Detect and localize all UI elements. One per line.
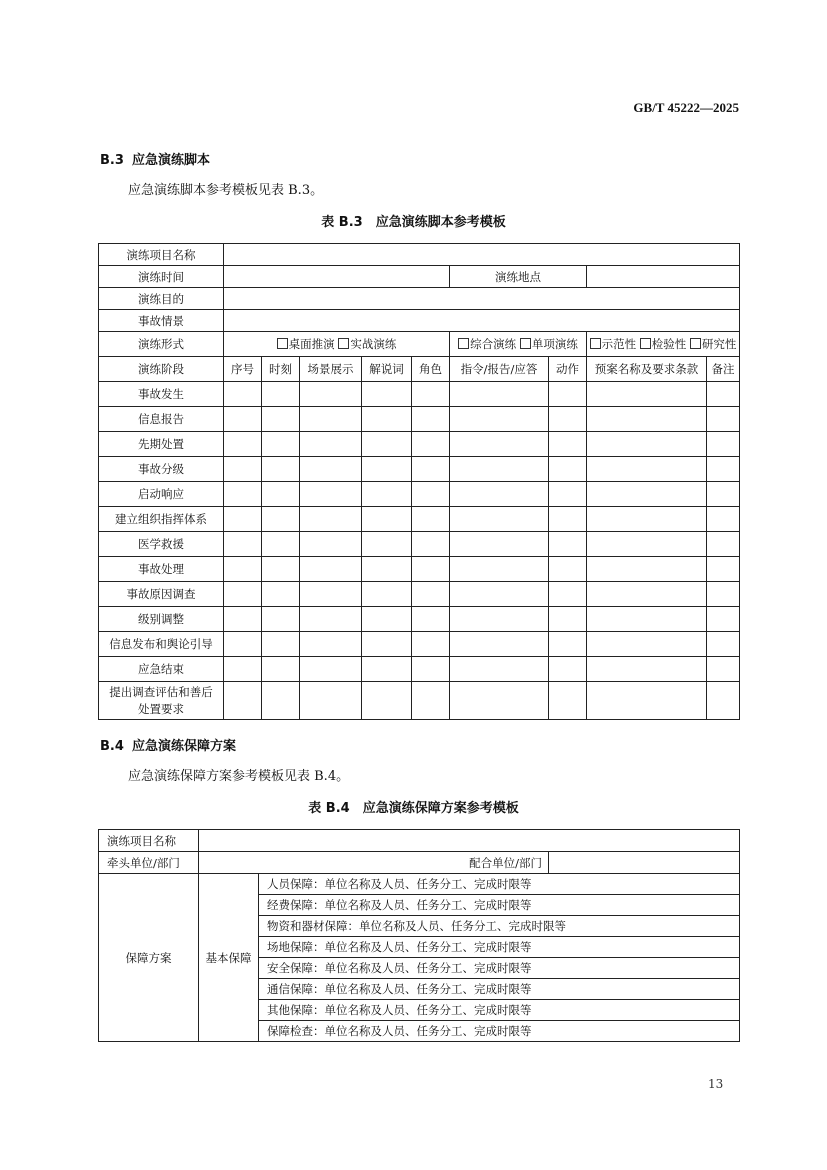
plan-label: 保障方案 xyxy=(99,874,199,1042)
table-cell xyxy=(707,607,740,632)
stage-label-line1: 提出调查评估和善后 xyxy=(109,684,213,699)
table-cell xyxy=(224,682,262,720)
guarantee-item: 经费保障：单位名称及人员、任务分工、完成时限等 xyxy=(259,895,740,916)
stage-row xyxy=(99,482,740,507)
table-cell xyxy=(549,432,587,457)
form-options-type xyxy=(224,332,450,357)
section-b3-heading xyxy=(100,149,210,168)
partner-unit-value xyxy=(549,852,740,874)
guarantee-rows xyxy=(99,874,740,1042)
lead-unit-label: 牵头单位/部门 xyxy=(99,852,199,874)
table-cell xyxy=(362,532,412,557)
table-cell xyxy=(300,507,362,532)
table-cell xyxy=(412,457,450,482)
table-cell xyxy=(412,557,450,582)
stage-label: 级别调整 xyxy=(99,607,224,632)
stage-label: 信息报告 xyxy=(99,407,224,432)
stage-rows xyxy=(99,382,740,682)
stage-label: 医学救援 xyxy=(99,532,224,557)
table-cell xyxy=(262,532,300,557)
project-name-value xyxy=(224,244,740,266)
guarantee-item: 场地保障：单位名称及人员、任务分工、完成时限等 xyxy=(259,937,740,958)
table-cell xyxy=(412,507,450,532)
table-cell xyxy=(707,407,740,432)
table-cell xyxy=(300,432,362,457)
stage-row xyxy=(99,382,740,407)
table-cell xyxy=(450,657,549,682)
table-cell xyxy=(587,407,707,432)
stage-label: 事故处理 xyxy=(99,557,224,582)
table-cell xyxy=(707,382,740,407)
stage-label-line2: 处置要求 xyxy=(138,701,184,716)
table-cell xyxy=(262,682,300,720)
time-label: 演练时间 xyxy=(99,266,224,288)
table-cell xyxy=(450,582,549,607)
purpose-value xyxy=(224,288,740,310)
partner-unit-label: 配合单位/部门 xyxy=(199,852,549,874)
table-cell xyxy=(587,457,707,482)
table-cell xyxy=(362,382,412,407)
table-cell xyxy=(707,582,740,607)
table-cell xyxy=(224,432,262,457)
table-cell xyxy=(362,507,412,532)
table-cell xyxy=(362,582,412,607)
table-cell xyxy=(362,607,412,632)
table-cell xyxy=(587,432,707,457)
table-cell xyxy=(412,532,450,557)
stage-row xyxy=(99,657,740,682)
guarantee-item: 通信保障：单位名称及人员、任务分工、完成时限等 xyxy=(259,979,740,1000)
table-cell xyxy=(587,607,707,632)
table-cell xyxy=(587,632,707,657)
table-cell xyxy=(362,482,412,507)
checkbox-comprehensive[interactable] xyxy=(458,338,469,349)
table-cell xyxy=(262,657,300,682)
stage-row xyxy=(99,632,740,657)
table-cell xyxy=(549,632,587,657)
table-cell xyxy=(224,532,262,557)
column-header: 动作 xyxy=(549,357,587,382)
table-cell xyxy=(224,657,262,682)
stage-row xyxy=(99,532,740,557)
option-tabletop: 桌面推演 xyxy=(288,337,335,351)
table-cell xyxy=(412,432,450,457)
table-cell xyxy=(262,557,300,582)
column-header: 备注 xyxy=(707,357,740,382)
table-cell xyxy=(412,382,450,407)
table-cell xyxy=(450,557,549,582)
location-value xyxy=(587,266,740,288)
table-cell xyxy=(412,632,450,657)
stage-label: 建立组织指挥体系 xyxy=(99,507,224,532)
table-cell xyxy=(450,632,549,657)
table-cell xyxy=(224,482,262,507)
guarantee-item: 保障检查：单位名称及人员、任务分工、完成时限等 xyxy=(259,1021,740,1042)
stage-header: 演练阶段 xyxy=(99,357,224,382)
table-cell xyxy=(224,382,262,407)
column-header: 序号 xyxy=(224,357,262,382)
table-cell xyxy=(362,632,412,657)
table-cell xyxy=(300,457,362,482)
table-cell xyxy=(262,407,300,432)
table-cell xyxy=(450,407,549,432)
stage-label: 事故分级 xyxy=(99,457,224,482)
table-cell xyxy=(224,507,262,532)
table-cell xyxy=(412,482,450,507)
scenario-label: 事故情景 xyxy=(99,310,224,332)
stage-label: 应急结束 xyxy=(99,657,224,682)
time-value xyxy=(224,266,450,288)
stage-row xyxy=(99,432,740,457)
column-header: 指令/报告/应答 xyxy=(450,357,549,382)
table-cell xyxy=(707,457,740,482)
table-cell xyxy=(450,507,549,532)
table-b4 xyxy=(98,829,740,1042)
location-label: 演练地点 xyxy=(450,266,587,288)
table-cell xyxy=(300,557,362,582)
table-cell xyxy=(450,457,549,482)
option-single: 单项演练 xyxy=(531,337,578,351)
option-demo: 示范性 xyxy=(601,337,637,351)
table-cell xyxy=(412,407,450,432)
table-cell xyxy=(412,657,450,682)
table-cell xyxy=(300,682,362,720)
table-cell xyxy=(549,607,587,632)
table-cell xyxy=(587,507,707,532)
table-cell xyxy=(262,582,300,607)
basic-guarantee-label: 基本保障 xyxy=(199,874,259,1042)
section-number: B.4 xyxy=(100,739,124,754)
table-cell xyxy=(450,382,549,407)
table-cell xyxy=(300,532,362,557)
option-research: 研究性 xyxy=(701,337,737,351)
table-cell xyxy=(412,682,450,720)
project-name-label: 演练项目名称 xyxy=(99,244,224,266)
table-cell xyxy=(300,607,362,632)
form-options-scope xyxy=(450,332,587,357)
table-cell xyxy=(707,632,740,657)
section-b4-paragraph: 应急演练保障方案参考模板见表 B.4。 xyxy=(128,769,350,784)
column-header: 角色 xyxy=(412,357,450,382)
table-cell xyxy=(549,582,587,607)
stage-row xyxy=(99,582,740,607)
form-label: 演练形式 xyxy=(99,332,224,357)
form-options-purpose xyxy=(587,332,740,357)
table-cell xyxy=(412,582,450,607)
page-number: 13 xyxy=(708,1077,724,1091)
table-cell xyxy=(549,382,587,407)
table-b3 xyxy=(98,243,740,720)
project-name-label: 演练项目名称 xyxy=(99,830,199,852)
guarantee-row xyxy=(99,874,740,895)
table-b4-caption: 表 B.4 应急演练保障方案参考模板 xyxy=(308,801,519,816)
guarantee-item: 人员保障：单位名称及人员、任务分工、完成时限等 xyxy=(259,874,740,895)
table-b3-caption: 表 B.3 应急演练脚本参考模板 xyxy=(321,215,506,230)
stage-row xyxy=(99,607,740,632)
standard-code: GB/T 45222—2025 xyxy=(633,100,739,115)
table-cell xyxy=(587,482,707,507)
column-header: 场景展示 xyxy=(300,357,362,382)
table-cell xyxy=(549,507,587,532)
table-cell xyxy=(262,507,300,532)
checkbox-research[interactable] xyxy=(690,338,701,349)
table-cell xyxy=(262,632,300,657)
table-cell xyxy=(300,582,362,607)
table-cell xyxy=(300,407,362,432)
table-cell xyxy=(707,432,740,457)
table-cell xyxy=(549,407,587,432)
checkbox-demo[interactable] xyxy=(590,338,601,349)
column-header: 时刻 xyxy=(262,357,300,382)
table-cell xyxy=(587,582,707,607)
section-number: B.3 xyxy=(100,153,124,168)
table-cell xyxy=(450,682,549,720)
table-cell xyxy=(224,632,262,657)
table-cell xyxy=(412,607,450,632)
table-cell xyxy=(362,682,412,720)
stage-label: 事故发生 xyxy=(99,382,224,407)
guarantee-item: 安全保障：单位名称及人员、任务分工、完成时限等 xyxy=(259,958,740,979)
table-cell xyxy=(262,382,300,407)
checkbox-single[interactable] xyxy=(520,338,531,349)
table-cell xyxy=(549,482,587,507)
purpose-label: 演练目的 xyxy=(99,288,224,310)
table-cell xyxy=(300,657,362,682)
stage-label: 先期处置 xyxy=(99,432,224,457)
table-cell xyxy=(587,557,707,582)
section-b3-paragraph: 应急演练脚本参考模板见表 B.3。 xyxy=(128,183,324,198)
stage-label: 启动响应 xyxy=(99,482,224,507)
stage-row xyxy=(99,457,740,482)
scenario-value xyxy=(224,310,740,332)
section-title: 应急演练保障方案 xyxy=(132,739,237,754)
table-cell xyxy=(707,507,740,532)
table-cell xyxy=(224,557,262,582)
table-cell xyxy=(707,532,740,557)
stage-row xyxy=(99,407,740,432)
checkbox-inspection[interactable] xyxy=(640,338,651,349)
table-cell xyxy=(549,657,587,682)
table-cell xyxy=(224,607,262,632)
column-header: 解说词 xyxy=(362,357,412,382)
table-cell xyxy=(300,482,362,507)
stage-label xyxy=(99,682,224,720)
project-name-value xyxy=(199,830,740,852)
table-cell xyxy=(224,582,262,607)
table-cell xyxy=(262,432,300,457)
table-cell xyxy=(707,557,740,582)
stage-label: 信息发布和舆论引导 xyxy=(99,632,224,657)
checkbox-actual[interactable] xyxy=(338,338,349,349)
table-cell xyxy=(362,407,412,432)
table-cell xyxy=(362,457,412,482)
table-cell xyxy=(362,432,412,457)
table-cell xyxy=(224,457,262,482)
section-b4-heading xyxy=(100,735,236,754)
table-cell xyxy=(262,482,300,507)
table-cell xyxy=(262,457,300,482)
option-actual: 实战演练 xyxy=(350,337,397,351)
table-cell xyxy=(450,482,549,507)
stage-row xyxy=(99,507,740,532)
table-cell xyxy=(707,482,740,507)
option-comprehensive: 综合演练 xyxy=(470,337,517,351)
table-cell xyxy=(587,532,707,557)
table-cell xyxy=(549,457,587,482)
table-cell xyxy=(587,382,707,407)
guarantee-item: 物资和器材保障：单位名称及人员、任务分工、完成时限等 xyxy=(259,916,740,937)
table-cell xyxy=(362,657,412,682)
option-inspection: 检验性 xyxy=(651,337,687,351)
table-cell xyxy=(450,607,549,632)
stage-label: 事故原因调查 xyxy=(99,582,224,607)
table-cell xyxy=(549,532,587,557)
stage-row xyxy=(99,557,740,582)
table-cell xyxy=(450,432,549,457)
table-cell xyxy=(224,407,262,432)
column-header: 预案名称及要求条款 xyxy=(587,357,707,382)
section-title: 应急演练脚本 xyxy=(132,153,211,168)
table-cell xyxy=(707,657,740,682)
table-cell xyxy=(300,382,362,407)
table-cell xyxy=(549,682,587,720)
table-cell xyxy=(587,682,707,720)
table-cell xyxy=(362,557,412,582)
table-cell xyxy=(587,657,707,682)
table-cell xyxy=(262,607,300,632)
table-cell xyxy=(549,557,587,582)
table-cell xyxy=(450,532,549,557)
table-cell xyxy=(300,632,362,657)
checkbox-tabletop[interactable] xyxy=(277,338,288,349)
guarantee-item: 其他保障：单位名称及人员、任务分工、完成时限等 xyxy=(259,1000,740,1021)
table-cell xyxy=(707,682,740,720)
